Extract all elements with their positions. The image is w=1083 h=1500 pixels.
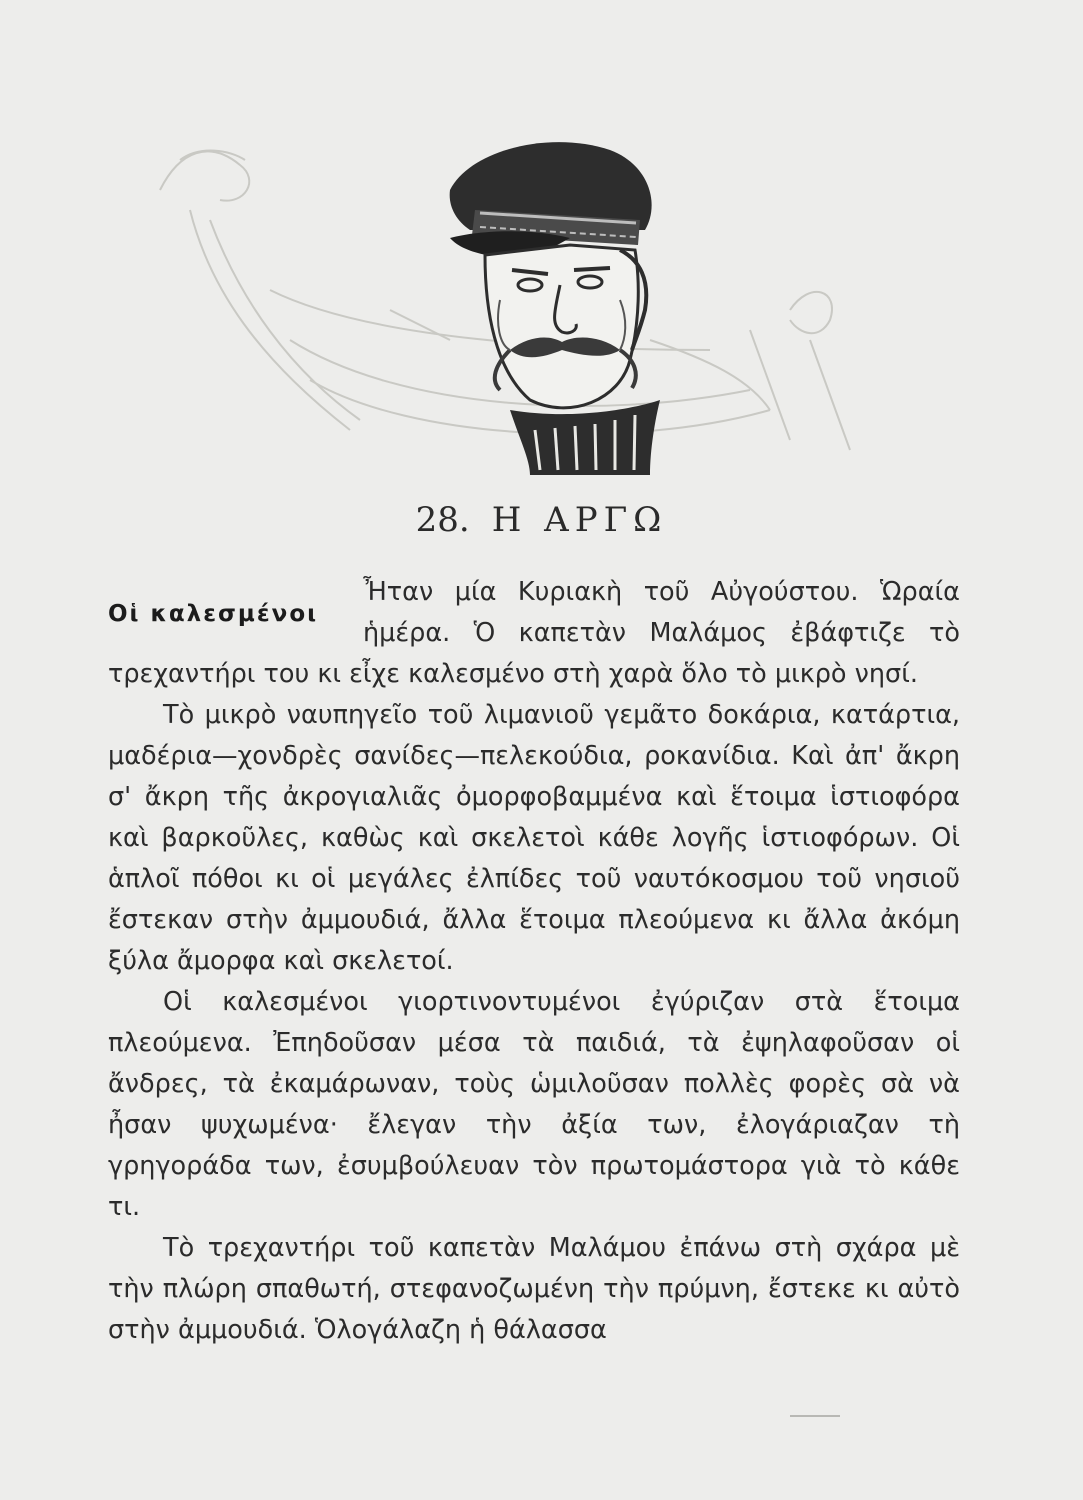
paragraph: Ἦταν μία Κυριακὴ τοῦ Αὐγούστου. Ὡραία ἡμέρα. Ὁ καπετὰν Μαλάμος ἐβάφτιζε τὸ τρεχαντήρι του κι εἶχε καλεσμένο στὴ χαρὰ ὅλο τὸ μικρὸ νησί. bbox=[108, 577, 960, 689]
captain-head bbox=[450, 142, 660, 475]
paragraph: Οἱ καλεσμένοι γιορτινοντυμένοι ἐγύριζαν στὰ ἕτοιμα πλεούμενα. Ἐπηδοῦσαν μέσα τὰ παιδιά, τὰ ἐψηλαφοῦσαν οἱ ἄνδρες, τὰ ἐκαμάρωναν, τοὺς ὡμιλοῦσαν πολλὲς φορὲς σὰ νὰ ἦσαν ψυχωμένα· ἔλεγαν τὴν ἀξία των, ἐλογάριαζαν τὴ γρηγοράδα των, ἐσυμβούλευαν τὸν πρωτομάστορα γιὰ τὸ κάθε τι. bbox=[108, 987, 960, 1222]
chapter-number: 28. bbox=[415, 500, 470, 540]
captain-portrait-illustration bbox=[150, 110, 870, 480]
printer-mark bbox=[790, 1415, 840, 1417]
chapter-title bbox=[0, 500, 1083, 540]
paragraph: Τὸ μικρὸ ναυπηγεῖο τοῦ λιμανιοῦ γεμᾶτο δοκάρια, κατάρτια, μαδέρια—χονδρὲς σανίδες—πελεκούδια, ροκανίδια. Καὶ ἀπ' ἄκρη σ' ἄκρη τῆς ἀκρογιαλιᾶς ὀμορφοβαμμένα καὶ ἕτοιμα ἱστιοφόρα καὶ βαρκοῦλες, καθὼς καὶ σκελετοὶ κάθε λογῆς ἱστιοφόρων. Οἱ ἁπλοῖ πόθοι κι οἱ μεγάλες ἐλπίδες τοῦ ναυτόκοσμου τοῦ νησιοῦ ἔστεκαν στὴν ἀμμουδιά, ἄλλα ἕτοιμα πλεούμενα κι ἄλλα ἀκόμη ξύλα ἄμορφα καὶ σκελετοί. bbox=[108, 700, 960, 976]
chapter-name: Η ΑΡΓΩ bbox=[491, 500, 668, 540]
paragraph: Τὸ τρεχαντήρι τοῦ καπετὰν Μαλάμου ἐπάνω στὴ σχάρα μὲ τὴν πλώρη σπαθωτή, στεφανοζωμένη τὴν πρύμνη, ἔστεκε κι αὐτὸ στὴν ἀμμουδιά. Ὁλογάλαζη ἡ θάλασσα bbox=[108, 1233, 960, 1345]
marginal-note: Οἱ καλεσμένοι bbox=[108, 601, 319, 627]
body-text bbox=[108, 572, 960, 1351]
